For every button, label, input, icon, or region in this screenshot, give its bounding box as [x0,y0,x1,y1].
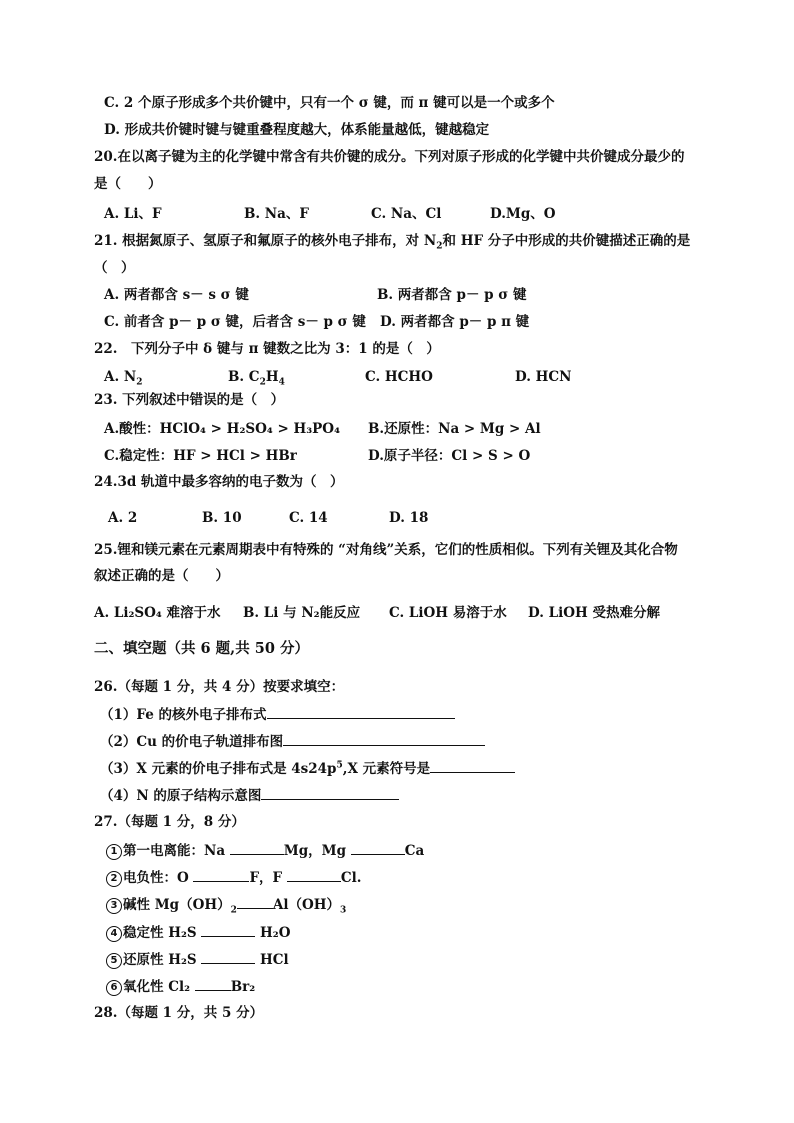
answer-blank[interactable] [351,840,405,855]
q24-option-d: D. 18 [389,510,429,526]
circled-number: 4 [106,926,122,942]
circled-number: 2 [106,871,122,887]
q25-option-c: C. LiOH 易溶于水 [389,605,507,621]
answer-blank[interactable] [267,704,455,719]
answer-blank[interactable] [283,731,485,746]
q24-option-a: A. 2 [108,510,138,526]
q25-option-d: D. LiOH 受热难分解 [528,605,660,621]
q20-option-a: A. Li、F [104,206,162,222]
q23-option-c: C.稳定性：HF > HCl > HBr [104,448,297,464]
q22-option-d: D. HCN [515,369,572,385]
q21-stem-line2: （ ） [94,260,135,276]
q23-stem: 23. 下列叙述中错误的是（ ） [94,392,285,408]
q21-stem-line1: 21. 根据氮原子、氢原子和氟原子的核外电子排布，对 $N_2$和 HF 分子中形成的共价键描述正确的是 [94,233,691,252]
q22-stem: 22. 下列分子中 δ 键与 π 键数之比为 3：1 的是（ ） [94,341,440,357]
q26-item-3: （3）X 元素的价电子排布式是 $4s24p^5,X$ 元素符号是 [100,758,515,779]
q21-option-c: C. 前者含 p－ p σ 键，后者含 s－ p σ 键 [104,314,366,330]
q23-option-d: D.原子半径：Cl > S > O [368,448,531,464]
q25-option-b: B. Li 与 N₂能反应 [243,605,361,621]
q20-stem-line2: 是（ ） [94,176,162,192]
answer-blank[interactable] [261,785,399,800]
answer-blank[interactable] [201,949,255,964]
answer-blank[interactable] [195,976,231,991]
q21-option-a: A. 两者都含 s－ s σ 键 [104,287,249,303]
q23-option-b: B.还原性：Na > Mg > Al [368,421,541,437]
q26-item-2: （2）Cu 的价电子轨道排布图 [100,731,485,752]
q26-stem: 26.（每题 1 分，共 4 分）按要求填空： [94,679,345,695]
q22-option-c: C. HCHO [365,369,433,385]
q21-option-b: B. 两者都含 p－ p σ 键 [377,287,527,303]
q25-stem-line2: 叙述正确的是（ ） [94,568,229,584]
q27-item-4: 4 稳定性 H₂S H₂O [106,922,290,943]
answer-blank[interactable] [193,867,249,882]
q19-option-d: D. 形成共价键时键与键重叠程度越大，体系能量越低，键越稳定 [104,122,490,138]
answer-blank[interactable] [230,840,284,855]
q21-option-d: D. 两者都含 p－ p π 键 [380,314,530,330]
q20-option-b: B. Na、F [244,206,309,222]
q26-item-1: （1）Fe 的核外电子排布式 [100,704,455,725]
q27-stem: 27.（每题 1 分，8 分） [94,814,245,830]
q24-option-b: B. 10 [202,510,242,526]
circled-number: 5 [106,953,122,969]
circled-number: 3 [106,898,122,914]
circled-number: 6 [106,980,122,996]
answer-blank[interactable] [430,758,515,773]
circled-number: 1 [106,844,122,860]
q27-item-1: 1 第一电离能：Na Mg，Mg Ca [106,840,424,861]
q22-option-b: B. $C_2H_4$ [228,369,285,388]
answer-blank[interactable] [287,867,341,882]
answer-blank[interactable] [237,894,273,909]
section-title: 二、填空题（共 6 题,共 50 分） [94,640,310,657]
q27-item-3: 3 碱性 $Mg(OH)_2$ $Al(OH)_3$ [106,894,346,915]
q24-option-c: C. 14 [289,510,328,526]
q24-stem: 24.3d 轨道中最多容纳的电子数为（ ） [94,474,344,490]
q23-option-a: A.酸性：HClO₄ > H₂SO₄ > H₃PO₄ [104,421,340,437]
q27-item-2: 2 电负性：O F，F Cl. [106,867,361,888]
q26-item-4: （4）N 的原子结构示意图 [100,785,399,806]
q27-item-5: 5 还原性 H₂S HCl [106,949,289,970]
q22-option-a: A. $N_2$ [104,369,143,388]
q19-option-c: C. 2 个原子形成多个共价键中，只有一个 σ 键，而 π 键可以是一个或多个 [104,95,555,111]
answer-blank[interactable] [201,922,255,937]
q28-stem: 28.（每题 1 分，共 5 分） [94,1005,264,1021]
q20-option-d: D.Mg、O [490,206,556,222]
q20-option-c: C. Na、Cl [371,206,442,222]
q20-stem-line1: 20.在以离子键为主的化学键中常含有共价键的成分。下列对原子形成的化学键中共价键成分最少的 [94,149,685,165]
q25-stem-line1: 25.锂和镁元素在元素周期表中有特殊的 “对角线”关系，它们的性质相似。下列有关锂及其化合物 [94,542,678,558]
q27-item-6: 6 氧化性 Cl₂ Br₂ [106,976,255,997]
q25-option-a: A. Li₂SO₄ 难溶于水 [94,605,221,621]
